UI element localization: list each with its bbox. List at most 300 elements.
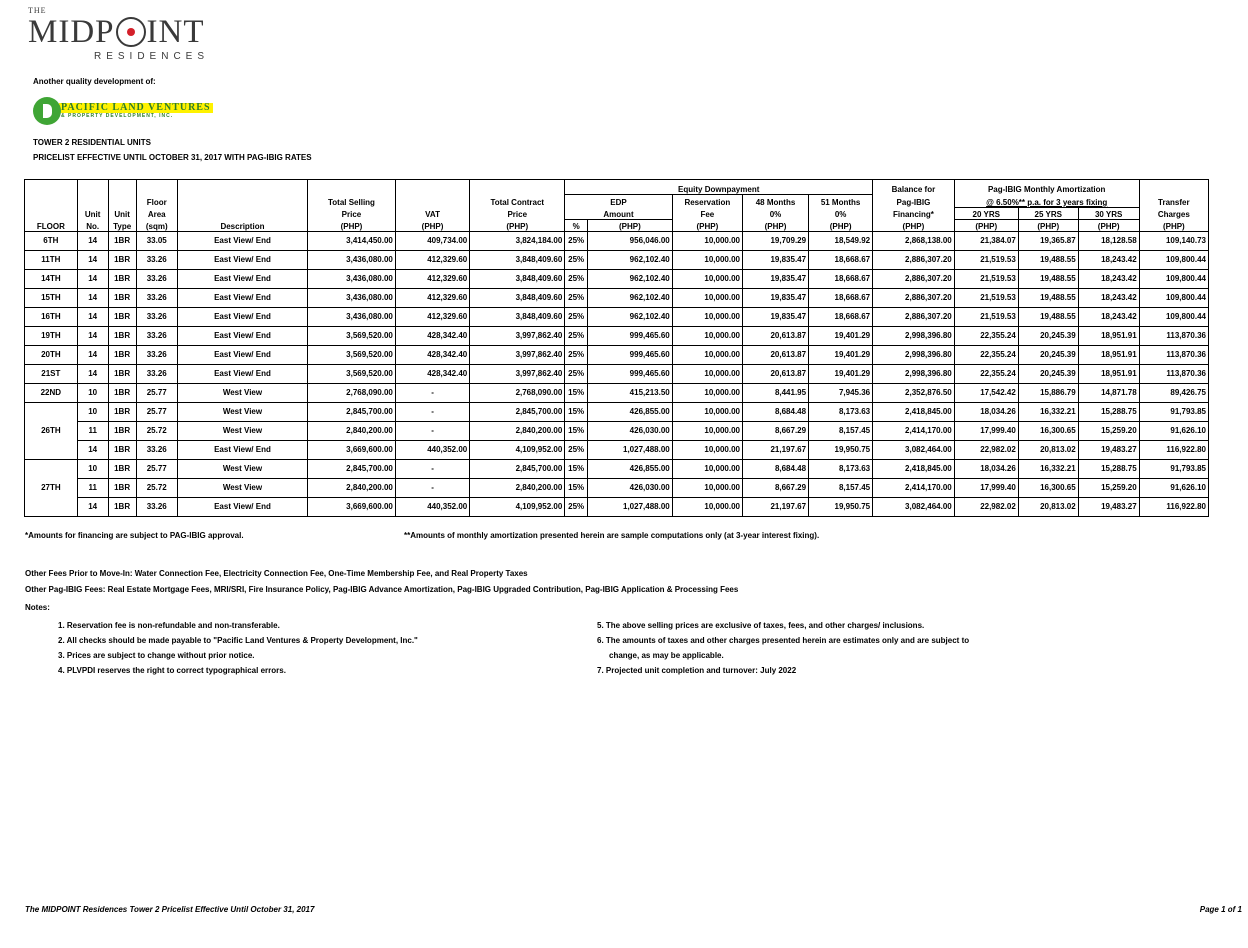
amort30-cell: 18,951.91 [1078,346,1139,365]
total-selling-price-cell: 3,414,450.00 [308,232,396,251]
amort25-cell: 20,813.02 [1018,498,1078,517]
month51-cell: 8,173.63 [809,460,873,479]
amort20-cell: 17,542.42 [954,384,1018,403]
total-selling-price-cell: 2,768,090.00 [308,384,396,403]
amort20-cell: 21,384.07 [954,232,1018,251]
edp-header-l2: Amount [565,208,672,220]
document-subtitle: PRICELIST EFFECTIVE UNTIL OCTOBER 31, 2017 WITH PAG-IBIG RATES [33,153,312,162]
total-contract-price-cell: 2,845,700.00 [470,460,565,479]
price-table [24,179,1209,517]
balance-cell: 2,352,876.50 [873,384,955,403]
unit-no-cell: 14 [77,308,108,327]
vat-cell: 440,352.00 [395,498,469,517]
edp-amount-cell: 426,030.00 [588,479,673,498]
month48-cell: 8,667.29 [742,422,808,441]
note-item: 1. Reservation fee is non-refundable and non-transferable. [58,621,280,630]
unit-type-cell: 1BR [108,365,136,384]
edp-amount-cell: 426,855.00 [588,460,673,479]
table-row [25,384,1209,403]
total-selling-price-cell: 2,840,200.00 [308,479,396,498]
tcp-header-l1: Total Contract [470,195,565,208]
amort20-cell: 18,034.26 [954,403,1018,422]
note-item: 3. Prices are subject to change without prior notice. [58,651,255,660]
floor-area-cell: 33.05 [136,232,177,251]
footnote-financing: *Amounts for financing are subject to PAG-IBIG approval. [25,531,244,540]
floor-area-cell: 25.72 [136,422,177,441]
edp-amount-cell: 415,213.50 [588,384,673,403]
table-row [25,479,1209,498]
balance-cell: 3,082,464.00 [873,498,955,517]
tcp-header-l2: Price [470,208,565,220]
edp-amount-cell: 962,102.40 [588,270,673,289]
total-contract-price-cell: 3,848,409.60 [470,270,565,289]
month48-cell: 19,709.29 [742,232,808,251]
total-selling-price-cell: 3,669,600.00 [308,441,396,460]
other-fees-move-in: Other Fees Prior to Move-In: Water Connection Fee, Electricity Connection Fee, One-Time Membership Fee, and Real Property Taxes [25,569,528,578]
vat-cell: 412,329.60 [395,270,469,289]
unit-type-cell: 1BR [108,441,136,460]
vat-cell: 428,342.40 [395,327,469,346]
unit-type-cell: 1BR [108,346,136,365]
unit-no-cell: 14 [77,327,108,346]
developer-intro: Another quality development of: [33,77,156,86]
unit-no-cell: 11 [77,479,108,498]
total-selling-price-cell: 3,569,520.00 [308,365,396,384]
amort30-cell: 18,243.42 [1078,289,1139,308]
balance-cell: 2,418,845.00 [873,403,955,422]
transfer-charges-cell: 109,800.44 [1139,251,1208,270]
pct-cell: 25% [565,232,588,251]
balance-cell: 3,082,464.00 [873,441,955,460]
reservation-fee-cell: 10,000.00 [672,289,742,308]
amort20-cell: 21,519.53 [954,270,1018,289]
floor-cell: 26TH [25,403,78,460]
unit-no-cell: 14 [77,289,108,308]
vat-cell: 428,342.40 [395,346,469,365]
month51-cell: 18,668.67 [809,251,873,270]
logo-o-icon [116,17,146,47]
unit-no-cell: 14 [77,365,108,384]
amort20-cell: 22,982.02 [954,441,1018,460]
total-selling-price-cell: 3,436,080.00 [308,289,396,308]
month48-cell: 21,197.67 [742,498,808,517]
month48-cell: 19,835.47 [742,308,808,327]
y25-header: 25 YRS [1018,208,1078,220]
floor-cell: 14TH [25,270,78,289]
other-pagibig-fees: Other Pag-IBIG Fees: Real Estate Mortgage Fees, MRI/SRI, Fire Insurance Policy, Pag-IBIG Advance Amortization, Pag-IBIG Upgraded Contribution, Pag-IBIG Application & Processing Fees [25,585,739,594]
floor-cell: 20TH [25,346,78,365]
amort25-cell: 15,886.79 [1018,384,1078,403]
reservation-header-l1: Reservation [672,195,742,208]
month51-cell: 8,157.45 [809,479,873,498]
month51-cell: 7,945.36 [809,384,873,403]
total-contract-price-cell: 3,997,862.40 [470,327,565,346]
floor-area-cell: 33.26 [136,308,177,327]
amort30-cell: 15,259.20 [1078,479,1139,498]
reservation-fee-cell: 10,000.00 [672,422,742,441]
page-footer-title: The MIDPOINT Residences Tower 2 Pricelist Effective Until October 31, 2017 [25,905,315,914]
total-selling-price-cell: 3,669,600.00 [308,498,396,517]
note-item: 7. Projected unit completion and turnover: July 2022 [597,666,797,675]
total-selling-price-cell: 2,840,200.00 [308,422,396,441]
note-item: 4. PLVPDI reserves the right to correct typographical errors. [58,666,286,675]
month51-cell: 19,950.75 [809,441,873,460]
balance-cell: 2,414,170.00 [873,422,955,441]
unit-type-header-l2: Type [108,220,136,232]
amort30-cell: 14,871.78 [1078,384,1139,403]
document-title: TOWER 2 RESIDENTIAL UNITS [33,138,151,147]
amort30-cell: 15,259.20 [1078,422,1139,441]
reservation-header-unit: (PHP) [672,220,742,232]
reservation-fee-cell: 10,000.00 [672,232,742,251]
pct-header: % [565,220,588,232]
total-contract-price-cell: 2,840,200.00 [470,479,565,498]
amort25-cell: 16,332.21 [1018,460,1078,479]
note-item: 2. All checks should be made payable to "Pacific Land Ventures & Property Development, Inc." [58,636,418,645]
amort30-cell: 15,288.75 [1078,403,1139,422]
edp-header-unit: (PHP) [588,220,673,232]
transfer-charges-cell: 89,426.75 [1139,384,1208,403]
total-contract-price-cell: 3,848,409.60 [470,289,565,308]
m51-header-l1: 51 Months [809,195,873,208]
reservation-fee-cell: 10,000.00 [672,479,742,498]
m48-header-unit: (PHP) [742,220,808,232]
transfer-header-l2: Charges [1139,208,1208,220]
edp-header-l1: EDP [565,195,672,208]
edp-amount-cell: 962,102.40 [588,289,673,308]
edp-amount-cell: 999,465.60 [588,327,673,346]
transfer-charges-cell: 109,800.44 [1139,308,1208,327]
table-row [25,498,1209,517]
total-contract-price-cell: 2,768,090.00 [470,384,565,403]
pct-cell: 25% [565,289,588,308]
edp-amount-cell: 956,046.00 [588,232,673,251]
notes-left-list [58,618,418,678]
reservation-fee-cell: 10,000.00 [672,346,742,365]
header-row-4 [25,220,1209,232]
description-cell: West View [177,422,307,441]
m48-header-l1: 48 Months [742,195,808,208]
reservation-fee-cell: 10,000.00 [672,384,742,403]
total-contract-price-cell: 4,109,952.00 [470,441,565,460]
floor-area-header-l1: Floor [136,195,177,208]
description-cell: East View/ End [177,498,307,517]
reservation-header-l2: Fee [672,208,742,220]
reservation-fee-cell: 10,000.00 [672,327,742,346]
unit-type-cell: 1BR [108,327,136,346]
amort30-cell: 18,243.42 [1078,270,1139,289]
floor-area-header-l2: Area [136,208,177,220]
amortization-header-l1: Pag-IBIG Monthly Amortization [954,180,1139,195]
header-row-2 [25,195,1209,208]
pct-cell: 15% [565,384,588,403]
table-row [25,251,1209,270]
month51-cell: 8,173.63 [809,403,873,422]
total-selling-price-cell: 3,436,080.00 [308,308,396,327]
pct-cell: 15% [565,460,588,479]
floor-area-cell: 25.77 [136,403,177,422]
transfer-charges-cell: 91,793.85 [1139,403,1208,422]
description-cell: East View/ End [177,346,307,365]
amort20-cell: 21,519.53 [954,289,1018,308]
logo-residences: RESIDENCES [94,51,210,62]
amort30-cell: 19,483.27 [1078,441,1139,460]
total-selling-price-cell: 2,845,700.00 [308,403,396,422]
amort20-cell: 17,999.40 [954,422,1018,441]
amort25-cell: 20,813.02 [1018,441,1078,460]
developer-logo-line2: & PROPERTY DEVELOPMENT, INC. [61,113,174,119]
pct-cell: 25% [565,327,588,346]
table-row [25,270,1209,289]
amort25-cell: 19,488.55 [1018,289,1078,308]
total-selling-price-cell: 2,845,700.00 [308,460,396,479]
unit-type-cell: 1BR [108,403,136,422]
amort20-cell: 21,519.53 [954,308,1018,327]
table-row [25,327,1209,346]
unit-type-cell: 1BR [108,479,136,498]
reservation-fee-cell: 10,000.00 [672,441,742,460]
transfer-charges-cell: 116,922.80 [1139,441,1208,460]
edp-amount-cell: 962,102.40 [588,251,673,270]
logo-the: THE [28,6,47,15]
vat-cell: - [395,422,469,441]
month48-cell: 8,684.48 [742,460,808,479]
balance-cell: 2,418,845.00 [873,460,955,479]
balance-cell: 2,868,138.00 [873,232,955,251]
description-cell: West View [177,403,307,422]
transfer-charges-cell: 109,800.44 [1139,289,1208,308]
y20-header-unit: (PHP) [954,220,1018,232]
pct-cell: 25% [565,251,588,270]
unit-no-header-l1: Unit [77,208,108,220]
y30-header: 30 YRS [1078,208,1139,220]
floor-area-cell: 25.77 [136,384,177,403]
table-row [25,422,1209,441]
floor-area-cell: 33.26 [136,346,177,365]
reservation-fee-cell: 10,000.00 [672,460,742,479]
transfer-charges-cell: 109,800.44 [1139,270,1208,289]
balance-cell: 2,998,396.80 [873,346,955,365]
table-row [25,289,1209,308]
reservation-fee-cell: 10,000.00 [672,251,742,270]
floor-area-cell: 25.72 [136,479,177,498]
vat-cell: - [395,479,469,498]
reservation-fee-cell: 10,000.00 [672,308,742,327]
developer-logo-line1: PACIFIC LAND VENTURES [61,102,211,113]
unit-type-cell: 1BR [108,422,136,441]
header-row-3 [25,208,1209,220]
amort25-cell: 19,488.55 [1018,251,1078,270]
floor-area-header-l3: (sqm) [136,220,177,232]
total-selling-price-cell: 3,569,520.00 [308,327,396,346]
amort30-cell: 18,243.42 [1078,308,1139,327]
header-row-1 [25,180,1209,195]
table-row [25,441,1209,460]
pct-cell: 25% [565,441,588,460]
vat-cell: - [395,384,469,403]
amort25-cell: 19,365.87 [1018,232,1078,251]
month51-cell: 19,401.29 [809,346,873,365]
amort20-cell: 22,355.24 [954,327,1018,346]
description-cell: East View/ End [177,251,307,270]
floor-area-cell: 25.77 [136,460,177,479]
transfer-charges-cell: 91,626.10 [1139,422,1208,441]
unit-no-cell: 14 [77,346,108,365]
amort20-cell: 18,034.26 [954,460,1018,479]
edp-amount-cell: 999,465.60 [588,346,673,365]
reservation-fee-cell: 10,000.00 [672,403,742,422]
balance-header-l3: Financing* [873,208,955,220]
description-cell: West View [177,479,307,498]
floor-area-cell: 33.26 [136,270,177,289]
amort25-cell: 16,300.65 [1018,479,1078,498]
amort25-cell: 20,245.39 [1018,365,1078,384]
midpoint-residences-logo [28,6,238,62]
month48-cell: 20,613.87 [742,327,808,346]
transfer-charges-cell: 113,870.36 [1139,327,1208,346]
unit-no-cell: 14 [77,498,108,517]
vat-cell: 409,734.00 [395,232,469,251]
reservation-fee-cell: 10,000.00 [672,365,742,384]
logo-name-right: INT [146,14,205,50]
amort30-cell: 18,951.91 [1078,327,1139,346]
balance-header-unit: (PHP) [873,220,955,232]
note-item: change, as may be applicable. [609,651,724,660]
floor-cell: 6TH [25,232,78,251]
amort25-cell: 20,245.39 [1018,346,1078,365]
transfer-charges-cell: 116,922.80 [1139,498,1208,517]
amort20-cell: 17,999.40 [954,479,1018,498]
logo-wordmark [28,14,205,50]
y20-header: 20 YRS [954,208,1018,220]
floor-area-cell: 33.26 [136,498,177,517]
description-header: Description [177,220,307,232]
total-contract-price-cell: 2,840,200.00 [470,422,565,441]
plv-logo-icon [33,97,61,125]
total-contract-price-cell: 3,848,409.60 [470,251,565,270]
amortization-header-l2: @ 6.50%** p.a. for 3 years fixing [954,195,1139,208]
m48-header-l2: 0% [742,208,808,220]
amort20-cell: 22,355.24 [954,365,1018,384]
description-cell: East View/ End [177,327,307,346]
amort30-cell: 18,951.91 [1078,365,1139,384]
edp-amount-cell: 426,855.00 [588,403,673,422]
balance-cell: 2,998,396.80 [873,327,955,346]
floor-area-cell: 33.26 [136,251,177,270]
pct-cell: 25% [565,346,588,365]
vat-cell: 412,329.60 [395,251,469,270]
amort25-cell: 16,332.21 [1018,403,1078,422]
month51-cell: 18,668.67 [809,308,873,327]
edp-amount-cell: 426,030.00 [588,422,673,441]
unit-no-cell: 10 [77,460,108,479]
unit-type-cell: 1BR [108,308,136,327]
floor-cell: 27TH [25,460,78,517]
unit-type-cell: 1BR [108,232,136,251]
month48-cell: 8,441.95 [742,384,808,403]
floor-area-cell: 33.26 [136,289,177,308]
month51-cell: 19,401.29 [809,365,873,384]
transfer-charges-cell: 91,793.85 [1139,460,1208,479]
balance-header-l2: Pag-IBIG [873,195,955,208]
table-row [25,308,1209,327]
y25-header-unit: (PHP) [1018,220,1078,232]
amort25-cell: 19,488.55 [1018,270,1078,289]
floor-area-cell: 33.26 [136,441,177,460]
vat-header-unit: (PHP) [395,220,469,232]
balance-cell: 2,886,307.20 [873,289,955,308]
reservation-fee-cell: 10,000.00 [672,270,742,289]
pct-cell: 25% [565,498,588,517]
table-row [25,403,1209,422]
total-selling-price-cell: 3,436,080.00 [308,251,396,270]
notes-heading: Notes: [25,603,50,612]
month51-cell: 18,668.67 [809,289,873,308]
month48-cell: 20,613.87 [742,365,808,384]
vat-header-l1: VAT [395,208,469,220]
total-contract-price-cell: 3,848,409.60 [470,308,565,327]
month51-cell: 18,549.92 [809,232,873,251]
month48-cell: 19,835.47 [742,289,808,308]
note-item: 5. The above selling prices are exclusive of taxes, fees, and other charges/ inclusions. [597,621,925,630]
description-cell: East View/ End [177,308,307,327]
unit-no-cell: 11 [77,422,108,441]
edp-amount-cell: 962,102.40 [588,308,673,327]
transfer-header-l1: Transfer [1139,195,1208,208]
edp-amount-cell: 999,465.60 [588,365,673,384]
table-row [25,365,1209,384]
amort30-cell: 18,128.58 [1078,232,1139,251]
month51-cell: 19,401.29 [809,327,873,346]
amort30-cell: 19,483.27 [1078,498,1139,517]
floor-cell: 15TH [25,289,78,308]
logo-name-left: MIDP [28,14,115,50]
month48-cell: 20,613.87 [742,346,808,365]
description-cell: East View/ End [177,365,307,384]
tsp-header-unit: (PHP) [308,220,396,232]
unit-no-header-l2: No. [77,220,108,232]
unit-no-cell: 14 [77,251,108,270]
unit-type-cell: 1BR [108,270,136,289]
pct-cell: 15% [565,479,588,498]
equity-downpayment-header: Equity Downpayment [565,180,873,195]
month48-cell: 8,667.29 [742,479,808,498]
pct-cell: 25% [565,308,588,327]
total-contract-price-cell: 3,997,862.40 [470,365,565,384]
balance-header-l1: Balance for [873,180,955,195]
month48-cell: 21,197.67 [742,441,808,460]
floor-area-cell: 33.26 [136,365,177,384]
total-selling-price-cell: 3,436,080.00 [308,270,396,289]
note-item: 6. The amounts of taxes and other charges presented herein are estimates only and are subject to [597,636,970,645]
unit-type-cell: 1BR [108,384,136,403]
amort20-cell: 22,982.02 [954,498,1018,517]
vat-cell: - [395,403,469,422]
vat-cell: - [395,460,469,479]
month48-cell: 19,835.47 [742,270,808,289]
unit-type-header-l1: Unit [108,208,136,220]
pct-cell: 15% [565,403,588,422]
month51-cell: 19,950.75 [809,498,873,517]
description-cell: East View/ End [177,289,307,308]
balance-cell: 2,998,396.80 [873,365,955,384]
amort20-cell: 22,355.24 [954,346,1018,365]
month51-cell: 18,668.67 [809,270,873,289]
tsp-header-l1: Total Selling [308,195,396,208]
transfer-charges-cell: 109,140.73 [1139,232,1208,251]
table-row [25,346,1209,365]
pct-cell: 25% [565,365,588,384]
